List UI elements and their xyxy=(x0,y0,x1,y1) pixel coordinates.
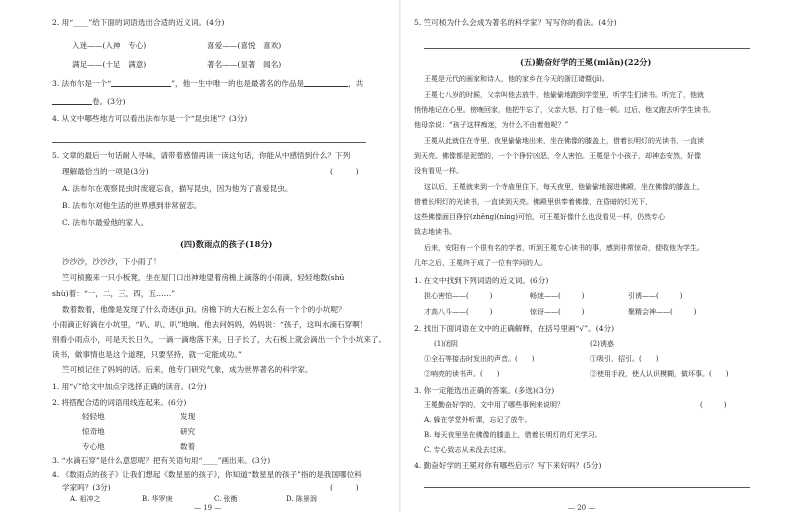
answer-line[interactable] xyxy=(424,487,750,488)
match-left[interactable]: 专心地 xyxy=(82,442,105,451)
option-b: B. 法布尔对他生活的世界感到非常留恋。 xyxy=(62,201,202,210)
question-3r-sub: 王冕勤奋好学的，文中用了哪些事例来说明？ xyxy=(424,401,564,409)
synonym-blank[interactable]: 担心害怕——( ) xyxy=(424,292,493,300)
paragraph-3-cont: 别看小雨点小，可是天长日久，一滴一滴地落下来，日子长了，大石板上就会滴出一个个小坑来了。 xyxy=(52,335,387,344)
synonym-blank[interactable]: 引诱——( ) xyxy=(628,292,683,300)
paragraph-r3-cont: 没有看见一样。 xyxy=(414,167,463,175)
paragraph-r2-cont: 悄悄地记在心里。傍晚回家，他把牛忘了，父亲大怒，打了他一顿。过后，他又跑去听学生读书。 xyxy=(414,106,715,114)
paragraph-r2: 王冕七八岁的时候，父亲叫他去放牛，他偷偷地跑到学堂里，听学生们读书。听完了，他就 xyxy=(424,91,704,99)
match-right[interactable]: 研究 xyxy=(180,427,196,436)
definition-head: (1)闭阴 xyxy=(434,340,458,348)
question-5: 5. 文章的最后一句话耐人寻味，请带着感情再读一读这句话，你能从中感悟到什么？下列 xyxy=(52,151,351,160)
synonym-blank[interactable]: 聚精会神——( ) xyxy=(628,308,697,316)
question-4: 4. 从文中哪些地方可以看出法布尔是一个“昆虫迷”？(3分) xyxy=(52,114,248,123)
paragraph-3-cont: 小雨滴正好滴在小坑里，“叭、叭、叭”地响。他去问妈妈，妈妈说：“孩子，这叫水滴石穿啊！ xyxy=(52,320,368,329)
paragraph-r1: 王冕是元代的画家和诗人，他的家乡在今天的浙江诸暨(jì)。 xyxy=(424,75,609,83)
option-c: C. 张衡 xyxy=(214,495,238,503)
synonym-row-2b: 著名——(显著 闻名) xyxy=(207,60,282,69)
answer-blank[interactable] xyxy=(304,79,348,87)
definition-option[interactable]: ①吸引，招引。( ) xyxy=(590,355,659,363)
answer-paren[interactable]: ( ) xyxy=(330,483,359,492)
question-2r: 2. 找出下面词语在文中的正确解释，在括号里画“√”。(4分) xyxy=(414,324,615,333)
question-4r: 4. 勤奋好学的王冕对你有哪些启示？写下来好吗？(5分) xyxy=(414,461,602,470)
answer-paren[interactable]: ( ) xyxy=(700,401,727,409)
paragraph-3-cont: 读书，做事情也是这个道理，只要坚持，就一定能成功。” xyxy=(52,350,242,359)
answer-paren[interactable]: ( ) xyxy=(330,167,359,176)
question-3r: 3. 你一定能选出正确的答案。(多选)(3分) xyxy=(414,386,555,395)
question-4b: 4. 《数雨点的孩子》让我们想起《数星星的孩子》，你知道“数星星的孩子”指的是我国哪位科 xyxy=(52,470,362,479)
paragraph-4: 竺可桢记住了妈妈的话。后来，他专门研究气象，成为世界著名的科学家。 xyxy=(62,365,313,374)
question-4b-cont: 学家吗？(3分) xyxy=(62,483,111,492)
paragraph-1: 沙沙沙，沙沙沙，下小雨了！ xyxy=(62,257,161,266)
answer-blank[interactable] xyxy=(111,79,171,87)
question-3b: 3. “水滴石穿”是什么意思呢？把有关语句用“____”画出来。(3分) xyxy=(52,456,271,465)
section-5-title: (五)勤奋好学的王冕(miǎn)(22分) xyxy=(520,57,652,67)
question-2-synonyms: 2. 用“____”给下面的词语选出合适的近义词。(4分) xyxy=(52,18,225,27)
paragraph-r4-cont: 借着长明灯的光读书，一直读到天亮。佛殿里供奉着佛像，在昏暗的灯光下， xyxy=(414,198,652,206)
option-a: A. 祖冲之 xyxy=(70,495,101,503)
paragraph-3: 数着数着，他像是发现了什么奇迹(jì jī)。房檐下的大石板上怎么有一个个的小坑呢？ xyxy=(62,305,346,314)
synonym-blank[interactable]: 惊讶——( ) xyxy=(530,308,585,316)
paragraph-r2-cont: 他母亲说：“孩子这样痴迷，为什么不由着他呢？” xyxy=(414,121,569,129)
answer-line[interactable] xyxy=(52,142,366,143)
page-number: — 20 — xyxy=(568,504,596,512)
option-b: B. 华罗庚 xyxy=(142,495,173,503)
match-right[interactable]: 发现 xyxy=(180,412,196,421)
synonym-blank[interactable]: 才高八斗——( ) xyxy=(424,308,493,316)
definition-head: (2)诱惑 xyxy=(590,340,614,348)
option-a: A. 躲在学堂外听课，忘记了放牛。 xyxy=(424,416,532,424)
option-c: C. 法布尔最爱他的家人。 xyxy=(62,218,149,227)
definition-option[interactable]: ②响亮的读书声。( ) xyxy=(424,370,500,378)
question-3-cont: 卷。(3分) xyxy=(52,97,126,106)
synonym-row-1a: 入迷——(入神 专心) xyxy=(72,41,147,50)
question-1: 1. 用“√”给文中加点字选择正确的读音。(2分) xyxy=(52,382,207,391)
paragraph-r5: 后来，安阳有一个很有名的学者，听到王冕专心读书的事，感到非常惊奇，便收他为学生。 xyxy=(424,244,704,252)
synonym-row-2a: 满足——(十足 满意) xyxy=(72,60,147,69)
option-b: B. 每天夜里坐在佛像的膝盖上，借着长明灯的灯光学习。 xyxy=(424,431,602,439)
section-4-title: (四)数雨点的孩子(18分) xyxy=(180,239,273,249)
definition-option[interactable]: ②使用手段，使人认识模糊，做坏事。( ) xyxy=(590,370,729,378)
paragraph-2-cont: shù)着：“一，二，三，四，五……” xyxy=(52,289,176,298)
option-d: D. 陈景润 xyxy=(286,495,317,503)
question-3: 3. 法布尔是一个“ ”，他一生中唯一的也是最著名的作品是 ，共 xyxy=(52,79,364,88)
page-number: — 19 — xyxy=(194,504,222,512)
paragraph-r3-cont: 到天亮。佛像都是泥塑的，一个个狰狞凶恶，令人害怕。王冕是个小孩子，却神态安然，好像 xyxy=(414,152,701,160)
option-a: A. 法布尔在观察昆虫时废寝忘食，描写昆虫，因为他为了喜爱昆虫。 xyxy=(62,184,293,193)
match-left[interactable]: 轻轻地 xyxy=(82,412,105,421)
paragraph-2: 竺可桢搬来一只小板凳，坐在屋门口出神地望着房檐上滴落的小雨滴，轻轻地数(shǔ xyxy=(62,273,345,282)
paragraph-r4-cont: 致志地读书。 xyxy=(414,228,456,236)
paragraph-r4: 这以后，王冕就来到一个寺庙里住下，每天夜里，他偷偷地溜进佛殿，坐在佛像的膝盖上， xyxy=(424,183,704,191)
option-c: C. 专心致志从未没去过床。 xyxy=(424,446,511,454)
definition-option[interactable]: ①全石等接击时发出的声音。( ) xyxy=(424,355,535,363)
page-20 xyxy=(400,0,800,512)
synonym-blank[interactable]: 畅迷——( ) xyxy=(530,292,585,300)
question-1r: 1. 在文中找到下列词语的近义词。(6分) xyxy=(414,276,549,285)
answer-blank[interactable] xyxy=(52,97,92,105)
paragraph-r3: 王冕从此就住在寺里，夜里偷偷地出来，坐在佛像的膝盖上，借着长明灯的光读书，一直读 xyxy=(424,137,704,145)
synonym-row-1b: 喜爱——(喜悦 喜欢) xyxy=(207,41,282,50)
paragraph-r5-cont: 几年之后，王冕终于成了一位有学问的人。 xyxy=(414,259,547,267)
answer-line[interactable] xyxy=(424,48,750,49)
paragraph-r4-cont: 这些佛像面目狰狞(zhēng)(níng)可怕，可王冕好像什么也没看见一样，仍然专心 xyxy=(414,213,665,221)
question-5: 5. 竺可桢为什么会成为著名的科学家？写写你的看法。(4分) xyxy=(414,18,617,27)
match-left[interactable]: 惊奇地 xyxy=(82,427,105,436)
match-right[interactable]: 数着 xyxy=(180,442,196,451)
question-2-matching: 2. 将搭配合适的词语用线连起来。(6分) xyxy=(52,398,187,407)
question-5-cont: 理解最恰当的一项是(3分) xyxy=(62,167,149,176)
